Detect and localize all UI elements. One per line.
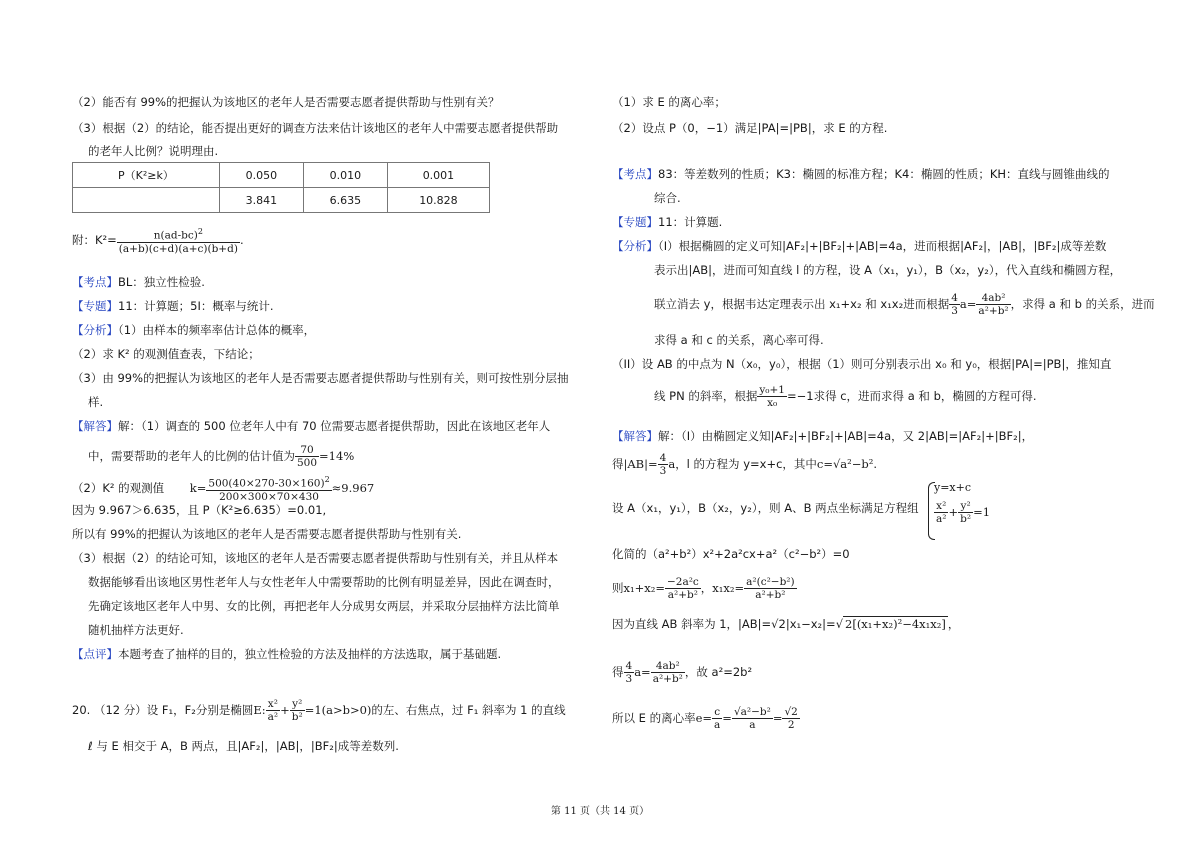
four-thirds bbox=[949, 292, 960, 317]
q20-text-a: 20. （12 分）设 F₁，F₂分别是椭圆 bbox=[72, 703, 254, 717]
kaodian-text: 83：等差数列的性质；K3：椭圆的标准方程；K4：椭圆的性质；KH：直线与圆锥曲线的 bbox=[658, 167, 1110, 181]
comma: ， bbox=[947, 617, 960, 631]
r-jieda-line-4: 化简的（a²+b²）x²+2a²cx+a²（c²−b²）=0 bbox=[612, 547, 850, 561]
frac-den: a bbox=[714, 719, 721, 731]
jieda-line-5: 所以有 99%的把握认为该地区的老年人是否需要志愿者提供帮助与性别有关. bbox=[72, 527, 462, 541]
c-over-a bbox=[712, 706, 722, 731]
product-fraction bbox=[744, 576, 796, 601]
r-kaodian-line-2: 综合. bbox=[654, 191, 681, 205]
frac-num: y² bbox=[958, 500, 973, 513]
k-numerator: 500(40×270-30×160) bbox=[208, 477, 325, 490]
k-fraction bbox=[206, 474, 331, 503]
sum-fraction bbox=[665, 576, 701, 601]
zhuanti-tag: 【专题】 bbox=[612, 215, 658, 229]
x-frac bbox=[934, 500, 948, 525]
jieda-text-2b: ，l 的方程为 y=x+c，其中 bbox=[675, 457, 817, 471]
frac-num: 4 bbox=[659, 452, 667, 464]
r-fenxi-line-1 bbox=[612, 238, 1106, 254]
r-jieda-line-8 bbox=[612, 706, 800, 731]
formula-denominator: (a+b)(c+d)(a+c)(b+d) bbox=[118, 242, 238, 255]
y-frac bbox=[958, 500, 973, 525]
frac-den: 2 bbox=[787, 719, 795, 731]
fenxi-text-6b: =−1求得 c，进而求得 a 和 b，椭圆的方程可得. bbox=[786, 389, 1037, 403]
jieda-text-1: 解：（1）调查的 500 位老年人中有 70 位需要志愿者提供帮助，因此在该地区老年人 bbox=[118, 419, 551, 433]
frac-den: b² bbox=[960, 513, 972, 525]
frac-den: a² bbox=[936, 513, 947, 525]
x-frac-num: x² bbox=[266, 698, 280, 711]
jieda-text-6a: 因为直线 AB 斜率为 1，|AB|=√2|x₁−x₂|= bbox=[612, 617, 836, 631]
frac-num: a²(c²−b²) bbox=[746, 576, 795, 588]
y-frac-den: b² bbox=[291, 711, 303, 723]
product-label: ，x₁x₂= bbox=[700, 581, 745, 595]
table-cell: P（K²≥k） bbox=[73, 163, 220, 188]
x-frac bbox=[266, 698, 280, 723]
fenxi-text-1: （I）根据椭圆的定义可知|AF₂|+|BF₂|+|AB|=4a，进而根据|AF₂|，|AB|，|BF₂|成等差数 bbox=[658, 239, 1107, 253]
frac-den: a bbox=[749, 719, 756, 731]
r-jieda-line-7 bbox=[612, 660, 752, 685]
frac-num: 4 bbox=[625, 660, 633, 672]
y-frac-num: y² bbox=[290, 698, 305, 711]
frac-num: 4ab² bbox=[651, 660, 685, 673]
k-exponent: 2 bbox=[324, 475, 330, 484]
ratio-result: =14% bbox=[319, 449, 355, 463]
dianping-text: 本题考查了抽样的目的，独立性检验的方法及抽样的方法选取，属于基础题. bbox=[118, 647, 502, 661]
zhuanti-tag: 【专题】 bbox=[72, 299, 118, 313]
system-eq-1: y=x+c bbox=[934, 481, 972, 494]
jieda-line-1 bbox=[72, 418, 550, 434]
fenxi-text-1: （1）由样本的频率率估计总体的概率， bbox=[118, 323, 316, 337]
period: . bbox=[873, 457, 878, 471]
table-row bbox=[73, 188, 490, 213]
question-part-3-line1: （3）根据（2）的结论，能否提出更好的调查方法来估计该地区的老年人中需要志愿者提供帮助 bbox=[72, 121, 559, 135]
de: 得 bbox=[612, 457, 624, 471]
a-equals: a= bbox=[959, 297, 977, 311]
r-jieda-line-6: 因为直线 AB 斜率为 1，|AB|=√2|x₁−x₂|=√ 2[(x₁+x₂)²−4x₁x₂] ， bbox=[612, 617, 960, 631]
k-result: ≈9.967 bbox=[331, 480, 375, 495]
formula-exponent: 2 bbox=[197, 227, 203, 236]
fenxi-line-3: （3）由 99%的把握认为该地区的老年人是否需要志愿者提供帮助与性别有关，则可按性别分层抽 bbox=[72, 371, 569, 385]
frac-num: x² bbox=[934, 500, 948, 513]
r-jieda-line-1 bbox=[612, 428, 1033, 444]
sqrt-over-a bbox=[732, 706, 773, 731]
jieda-tag: 【解答】 bbox=[612, 429, 658, 443]
fenxi-line-4: 样. bbox=[88, 395, 104, 409]
equals-one: =1 bbox=[973, 505, 991, 519]
r-fenxi-line-2: 表示出|AB|，进而可知直线 l 的方程，设 A（x₁，y₁），B（x₂，y₂），代入直线和椭圆方程， bbox=[654, 263, 1122, 277]
equals: = bbox=[772, 711, 783, 725]
table-row bbox=[73, 163, 490, 188]
frac-num: y₀+1 bbox=[759, 384, 785, 396]
table-cell bbox=[73, 188, 220, 213]
frac-den: a²+b² bbox=[755, 589, 786, 601]
r-kaodian-line-1 bbox=[612, 166, 1110, 182]
frac-num: √2 bbox=[784, 706, 798, 718]
ratio-fraction bbox=[295, 444, 319, 469]
c-definition: c=√a²−b² bbox=[816, 457, 874, 471]
question-20-line-1 bbox=[72, 698, 566, 723]
kaodian-tag: 【考点】 bbox=[72, 275, 118, 289]
table-cell: 0.050 bbox=[219, 163, 303, 188]
jieda-line-3 bbox=[72, 474, 374, 503]
sum-label: x₁+x₂= bbox=[623, 581, 665, 595]
kaodian-text: BL：独立性检验. bbox=[118, 275, 205, 289]
frac-den: 3 bbox=[625, 673, 633, 685]
critical-value-table bbox=[72, 162, 490, 213]
frac-den: a²+b² bbox=[667, 589, 698, 601]
frac-num: c bbox=[712, 706, 722, 719]
formula-numerator: n(ad-bc) bbox=[153, 229, 198, 242]
fenxi-text-3a: 联立消去 y，根据韦达定理表示出 x₁+x₂ 和 x₁x₂进而根据 bbox=[654, 297, 950, 311]
k-label: k= bbox=[189, 480, 207, 495]
system-eq-2: $\frac{\text{x²}}{\text{a²}}$ + $\frac{\text{y²}}{\text{b²}}$ =1 bbox=[936, 500, 991, 525]
fenxi-line-1 bbox=[72, 322, 315, 338]
r-jieda-line-5 bbox=[612, 576, 797, 601]
k-squared-formula bbox=[72, 226, 244, 255]
x-frac-den: a² bbox=[267, 711, 279, 723]
jieda-line-2 bbox=[88, 444, 354, 469]
equals: = bbox=[722, 711, 732, 725]
r-fenxi-line-6 bbox=[654, 384, 1037, 409]
table-cell: 0.010 bbox=[303, 163, 387, 188]
frac-num: 4ab² bbox=[976, 292, 1010, 305]
table-cell: 10.828 bbox=[387, 188, 489, 213]
right-line-2: （2）设点 P（0，−1）满足|PA|=|PB|，求 E 的方程. bbox=[612, 121, 888, 135]
r-jieda-line-3: 设 A（x₁，y₁），B（x₂，y₂），则 A、B 两点坐标满足方程组 bbox=[612, 501, 919, 515]
jieda-text-1: 解：（I）由椭圆定义知|AF₂|+|BF₂|+|AB|=4a，又 2|AB|=|AF₂|+|BF₂|， bbox=[658, 429, 1034, 443]
plus-sign: + bbox=[280, 703, 290, 717]
ab-fraction bbox=[651, 660, 685, 685]
right-line-1: （1）求 E 的离心率； bbox=[612, 95, 726, 109]
k-denominator: 200×300×70×430 bbox=[219, 490, 319, 503]
zhuanti-line bbox=[72, 298, 274, 314]
frac-den: 3 bbox=[659, 465, 667, 477]
zhuanti-text: 11：计算题；5I：概率与统计. bbox=[118, 299, 274, 313]
jieda-line-9: 随机抽样方法更好. bbox=[88, 623, 184, 637]
r-jieda-line-2 bbox=[612, 452, 877, 477]
formula-fraction bbox=[117, 226, 240, 255]
r-zhuanti-line bbox=[612, 214, 722, 230]
frac-den: 3 bbox=[951, 305, 958, 317]
table-cell: 3.841 bbox=[219, 188, 303, 213]
fenxi-text-3b: ，求得 a 和 b 的关系，进而 bbox=[1010, 297, 1155, 311]
slope-fraction bbox=[757, 384, 787, 409]
sqrt-expression: 2[(x₁+x₂)²−4x₁x₂] bbox=[845, 617, 946, 631]
fenxi-tag: 【分析】 bbox=[612, 239, 658, 253]
formula-prefix: 附：K²= bbox=[72, 232, 117, 247]
a-equals: a= bbox=[634, 665, 651, 679]
fenxi-line-2: （2）求 K² 的观测值查表，下结论； bbox=[72, 347, 260, 361]
ab-fraction bbox=[976, 292, 1010, 317]
r-fenxi-line-3 bbox=[654, 292, 1155, 317]
de: 得 bbox=[612, 665, 624, 679]
question-part-3-line2: 的老年人比例？说明理由. bbox=[88, 144, 219, 158]
y-frac bbox=[290, 698, 305, 723]
a-var: a bbox=[668, 457, 676, 471]
jieda-line-8: 先确定该地区老年人中男、女的比例，再把老年人分成男女两层，并采取分层抽样方法比简单 bbox=[88, 599, 560, 613]
ab-label: |AB|= bbox=[623, 457, 658, 471]
zhuanti-text: 11：计算题. bbox=[658, 215, 723, 229]
ellipse-condition: =1(a>b>0) bbox=[304, 703, 372, 717]
e-label: e= bbox=[695, 711, 713, 725]
kaodian-line bbox=[72, 274, 205, 290]
jieda-text-2: 中，需要帮助的老年人的比例的估计值为 bbox=[88, 449, 295, 463]
frac-num: −2a²c bbox=[666, 576, 699, 588]
jieda-text-8a: 所以 E 的离心率 bbox=[612, 711, 696, 725]
jieda-line-7: 数据能够看出该地区男性老年人与女性老年人中需要帮助的比例有明显差异，因此在调查时， bbox=[88, 575, 560, 589]
r-fenxi-line-4: 求得 a 和 c 的关系，离心率可得. bbox=[654, 333, 824, 347]
jieda-line-4: 因为 9.967＞6.635，且 P（K²≥6.635）=0.01, bbox=[72, 503, 327, 517]
question-part-2: （2）能否有 99%的把握认为该地区的老年人是否需要志愿者提供帮助与性别有关？ bbox=[72, 95, 500, 109]
four-thirds bbox=[624, 660, 635, 685]
ze: 则 bbox=[612, 581, 624, 595]
dianping-line bbox=[72, 646, 501, 662]
frac-num: √a²−b² bbox=[733, 706, 771, 718]
dianping-tag: 【点评】 bbox=[72, 647, 118, 661]
ratio-denominator: 500 bbox=[297, 457, 318, 469]
table-cell: 6.635 bbox=[303, 188, 387, 213]
frac-den: a²+b² bbox=[978, 305, 1009, 317]
r-fenxi-line-5: （II）设 AB 的中点为 N（x₀，y₀），根据（1）则可分别表示出 x₀ 和 y₀，根据|PA|=|PB|，推知直 bbox=[612, 357, 1112, 371]
jieda-tag: 【解答】 bbox=[72, 419, 118, 433]
kaodian-tag: 【考点】 bbox=[612, 167, 658, 181]
q20-text-b: 的左、右焦点，过 F₁ 斜率为 1 的直线 bbox=[371, 703, 566, 717]
jieda-line-6: （3）根据（2）的结论可知，该地区的老年人是否需要志愿者提供帮助与性别有关，并且从样本 bbox=[72, 551, 559, 565]
table-cell: 0.001 bbox=[387, 163, 489, 188]
jieda-text-3: （2）K² 的观测值 bbox=[72, 480, 165, 495]
frac-den: x₀ bbox=[767, 397, 778, 409]
root2-over-2 bbox=[782, 706, 799, 731]
four-thirds bbox=[658, 452, 669, 477]
frac-den: a²+b² bbox=[652, 673, 683, 685]
question-20-line-2: ℓ 与 E 相交于 A，B 两点，且|AF₂|，|AB|，|BF₂|成等差数列. bbox=[88, 739, 399, 753]
fenxi-tag: 【分析】 bbox=[72, 323, 118, 337]
frac-num: 4 bbox=[951, 292, 958, 304]
formula-end: . bbox=[239, 232, 244, 247]
fenxi-text-6a: 线 PN 的斜率，根据 bbox=[654, 389, 758, 403]
page-footer: 第 11 页（共 14 页） bbox=[550, 806, 650, 817]
ellipse-label: E: bbox=[253, 703, 266, 717]
jieda-text-7b: ，故 a²=2b² bbox=[684, 665, 753, 679]
ratio-numerator: 70 bbox=[295, 444, 319, 457]
